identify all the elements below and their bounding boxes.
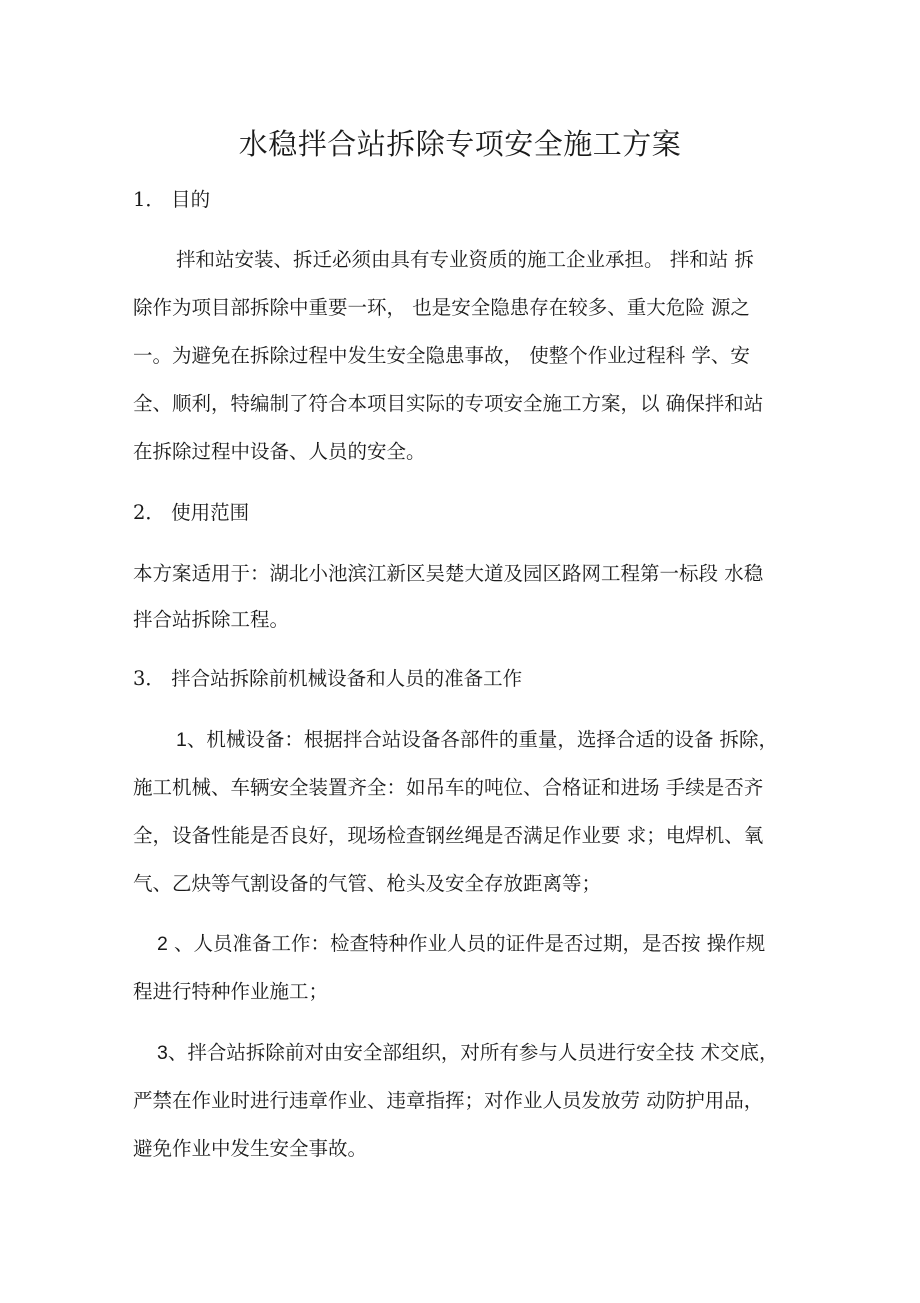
item-3-number: 3 (157, 1042, 168, 1064)
section-1-line: 在拆除过程中设备、人员的安全。 (133, 440, 426, 463)
section-1-line: 一。为避免在拆除过程中发生安全隐患事故， 使整个作业过程科 学、安 (133, 344, 750, 367)
item-1-first-line (176, 725, 778, 755)
item-3-line: 避免作业中发生安全事故。 (133, 1137, 368, 1160)
item-1-line: 施工机械、车辆安全装置齐全：如吊车的吨位、合格证和进场 手续是否齐 (133, 776, 764, 799)
item-3-line: 严禁在作业时进行违章作业、违章指挥；对作业人员发放劳 动防护用品， (133, 1089, 764, 1112)
section-1-line: 全、顺利，特编制了符合本项目实际的专项安全施工方案，以 确保拌和站 (133, 392, 764, 415)
section-2-line: 本方案适用于：湖北小池滨江新区吴楚大道及园区路网工程第一标段 水稳 (133, 562, 764, 585)
section-1-heading: 1． 目的 (133, 188, 211, 211)
document-title: 水稳拌合站拆除专项安全施工方案 (238, 127, 682, 161)
item-3-first-line (157, 1038, 779, 1068)
item-1-line: 气、乙炔等气割设备的气管、枪头及安全存放距离等； (133, 872, 602, 895)
section-1-line: 除作为项目部拆除中重要一环， 也是安全隐患存在较多、重大危险 源之 (133, 296, 750, 319)
item-2-first-line (157, 929, 765, 959)
section-2-line: 拌合站拆除工程。 (133, 608, 290, 631)
item-1-number: 1 (176, 729, 187, 751)
item-1-text: 、机械设备：根据拌合站设备各部件的重量，选择合适的设备 拆除， (186, 728, 779, 751)
section-1-line: 拌和站安装、拆迁必须由具有专业资质的施工企业承担。 拌和站 拆 (176, 248, 754, 271)
item-2-line: 程进行特种作业施工； (133, 980, 329, 1003)
section-2-heading: 2． 使用范围 (133, 501, 250, 524)
item-1-line: 全，设备性能是否良好，现场检查钢丝绳是否满足作业要 求；电焊机、氧 (133, 824, 764, 847)
item-3-text: 、拌合站拆除前对由安全部组织，对所有参与人员进行安全技 术交底， (167, 1041, 779, 1064)
section-3-heading: 3． 拌合站拆除前机械设备和人员的准备工作 (133, 667, 523, 690)
item-2-number: 2 (157, 933, 168, 955)
item-2-text: 、人员准备工作：检查特种作业人员的证件是否过期，是否按 操作规 (167, 932, 766, 955)
